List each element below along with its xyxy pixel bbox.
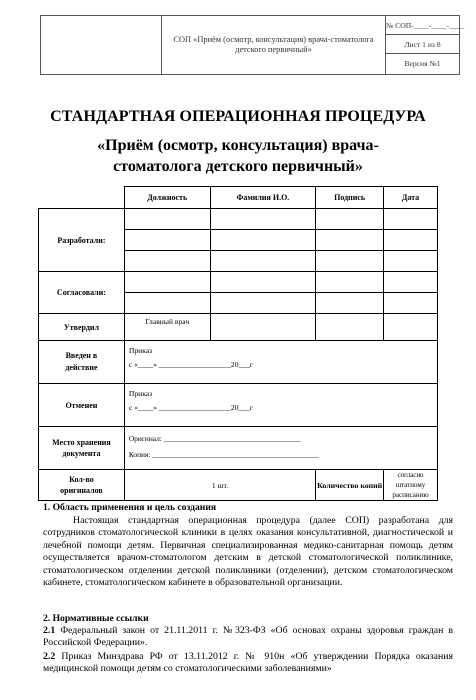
section1-title: 1. Область применения и цель создания: [43, 502, 217, 513]
copies-label: Количество копий: [316, 470, 384, 501]
row-label-originals: [39, 470, 125, 501]
row-label-cancelled: Отменен: [39, 384, 125, 427]
header-meta: [386, 16, 465, 74]
section2-title: 2. Нормативные ссылки: [43, 613, 149, 624]
cell-blank: [384, 293, 438, 314]
cell-blank: [316, 314, 384, 341]
cell-blank: [316, 293, 384, 314]
cell-blank: [210, 293, 316, 314]
cell-blank: [210, 251, 316, 272]
document-header: [40, 15, 465, 75]
cell-blank: [210, 314, 316, 341]
col-header-signature: Подпись: [316, 187, 384, 209]
cell-blank: [384, 272, 438, 293]
originals-label-text: Кол-во оригиналов: [60, 475, 103, 495]
cancelled-order-cell: [124, 384, 437, 427]
cell-blank: [124, 293, 210, 314]
logo-placeholder: [41, 16, 162, 74]
header-sop-name: СОП «Приём (осмотр, консультация) врача-стоматолога детского первичный»: [162, 16, 386, 74]
document-title: СТАНДАРТНАЯ ОПЕРАЦИОННАЯ ПРОЦЕДУРА: [50, 108, 426, 125]
document-subtitle: [0, 135, 476, 177]
cell-blank: [124, 209, 210, 230]
subtitle-text: «Приём (осмотр, консультация) врача-стоматолога детского первичный»: [97, 137, 379, 175]
section1-text: Настоящая стандартная операционная процедура (далее СОП) разработана для сотрудников стоматологической клиники в целях оказания консультативной, диагностической и лечебной помощи детям. Первичная специализированная медико-санитарная помощь детям осуществляется врачом-стоматологом детским в детской стоматологической поликлинике, стоматологическом отделении детской поликлиники (отделении), детском стоматологическом кабинете, стоматологическом кабинете в образовательной организации.: [43, 515, 453, 589]
enacted-order-cell: [124, 341, 437, 384]
storage-original: Оригинал: _____________________________________: [128, 434, 301, 443]
header-sheet: Лист 1 из 8: [386, 35, 459, 54]
header-sop-number: № СОП-____-____-____: [386, 16, 459, 35]
item1-number: 2.1: [43, 625, 56, 636]
cell-blank: [124, 251, 210, 272]
item2-number: 2.2: [43, 651, 56, 662]
row-label-developed: Разработали:: [39, 209, 125, 272]
row-label-approved: Утвердил: [39, 314, 125, 341]
approved-position: Главный врач: [124, 314, 210, 341]
storage-cell: [124, 427, 437, 470]
item1-text: Федеральный закон от 21.11.2011 г. №323-ФЗ «Об основах охраны здоровья граждан в Российской Федерации».: [43, 625, 453, 649]
storage-text: Место хранения документа: [52, 438, 111, 458]
cell-blank: [384, 251, 438, 272]
cell-blank: [210, 272, 316, 293]
cell-blank: [316, 272, 384, 293]
approval-table: [38, 186, 438, 501]
cell-blank: [316, 251, 384, 272]
col-header-position: Должность: [124, 187, 210, 209]
row-label-agreed: Согласовали:: [39, 272, 125, 314]
item2-text: Приказ Минздрава РФ от 13.11.2012 г. № 910н «Об утверждении Порядка оказания медицинской помощи детям со стоматологическими заболеваниями»: [43, 651, 453, 675]
cancelled-order-date: с «____» ___________________20___г: [128, 403, 254, 412]
cell-blank: [124, 230, 210, 251]
copies-value: согласно штатному расписанию: [384, 470, 438, 501]
storage-copy: Копия: _____________________________________________: [128, 450, 319, 459]
section2-item1: [43, 625, 453, 650]
cell-blank: [316, 230, 384, 251]
section2-item2: [43, 651, 453, 676]
cell-blank: [210, 209, 316, 230]
cancelled-order-label: Приказ: [128, 389, 153, 398]
header-version: Версия №1: [404, 59, 441, 68]
row-label-enacted: [39, 341, 125, 384]
empty-corner-cell: [39, 187, 125, 209]
cell-blank: [210, 230, 316, 251]
row-label-storage: [39, 427, 125, 470]
cell-blank: [384, 209, 438, 230]
enacted-text: Введен в действие: [65, 351, 98, 372]
cell-blank: [384, 230, 438, 251]
cell-blank: [316, 209, 384, 230]
col-header-name: Фамилия И.О.: [210, 187, 316, 209]
cell-blank: [384, 314, 438, 341]
enacted-order-label: Приказ: [128, 346, 153, 355]
col-header-date: Дата: [384, 187, 438, 209]
enacted-order-date: с «____» ___________________20___г: [128, 360, 254, 369]
cell-blank: [124, 272, 210, 293]
originals-count: 1 шт.: [124, 470, 315, 501]
